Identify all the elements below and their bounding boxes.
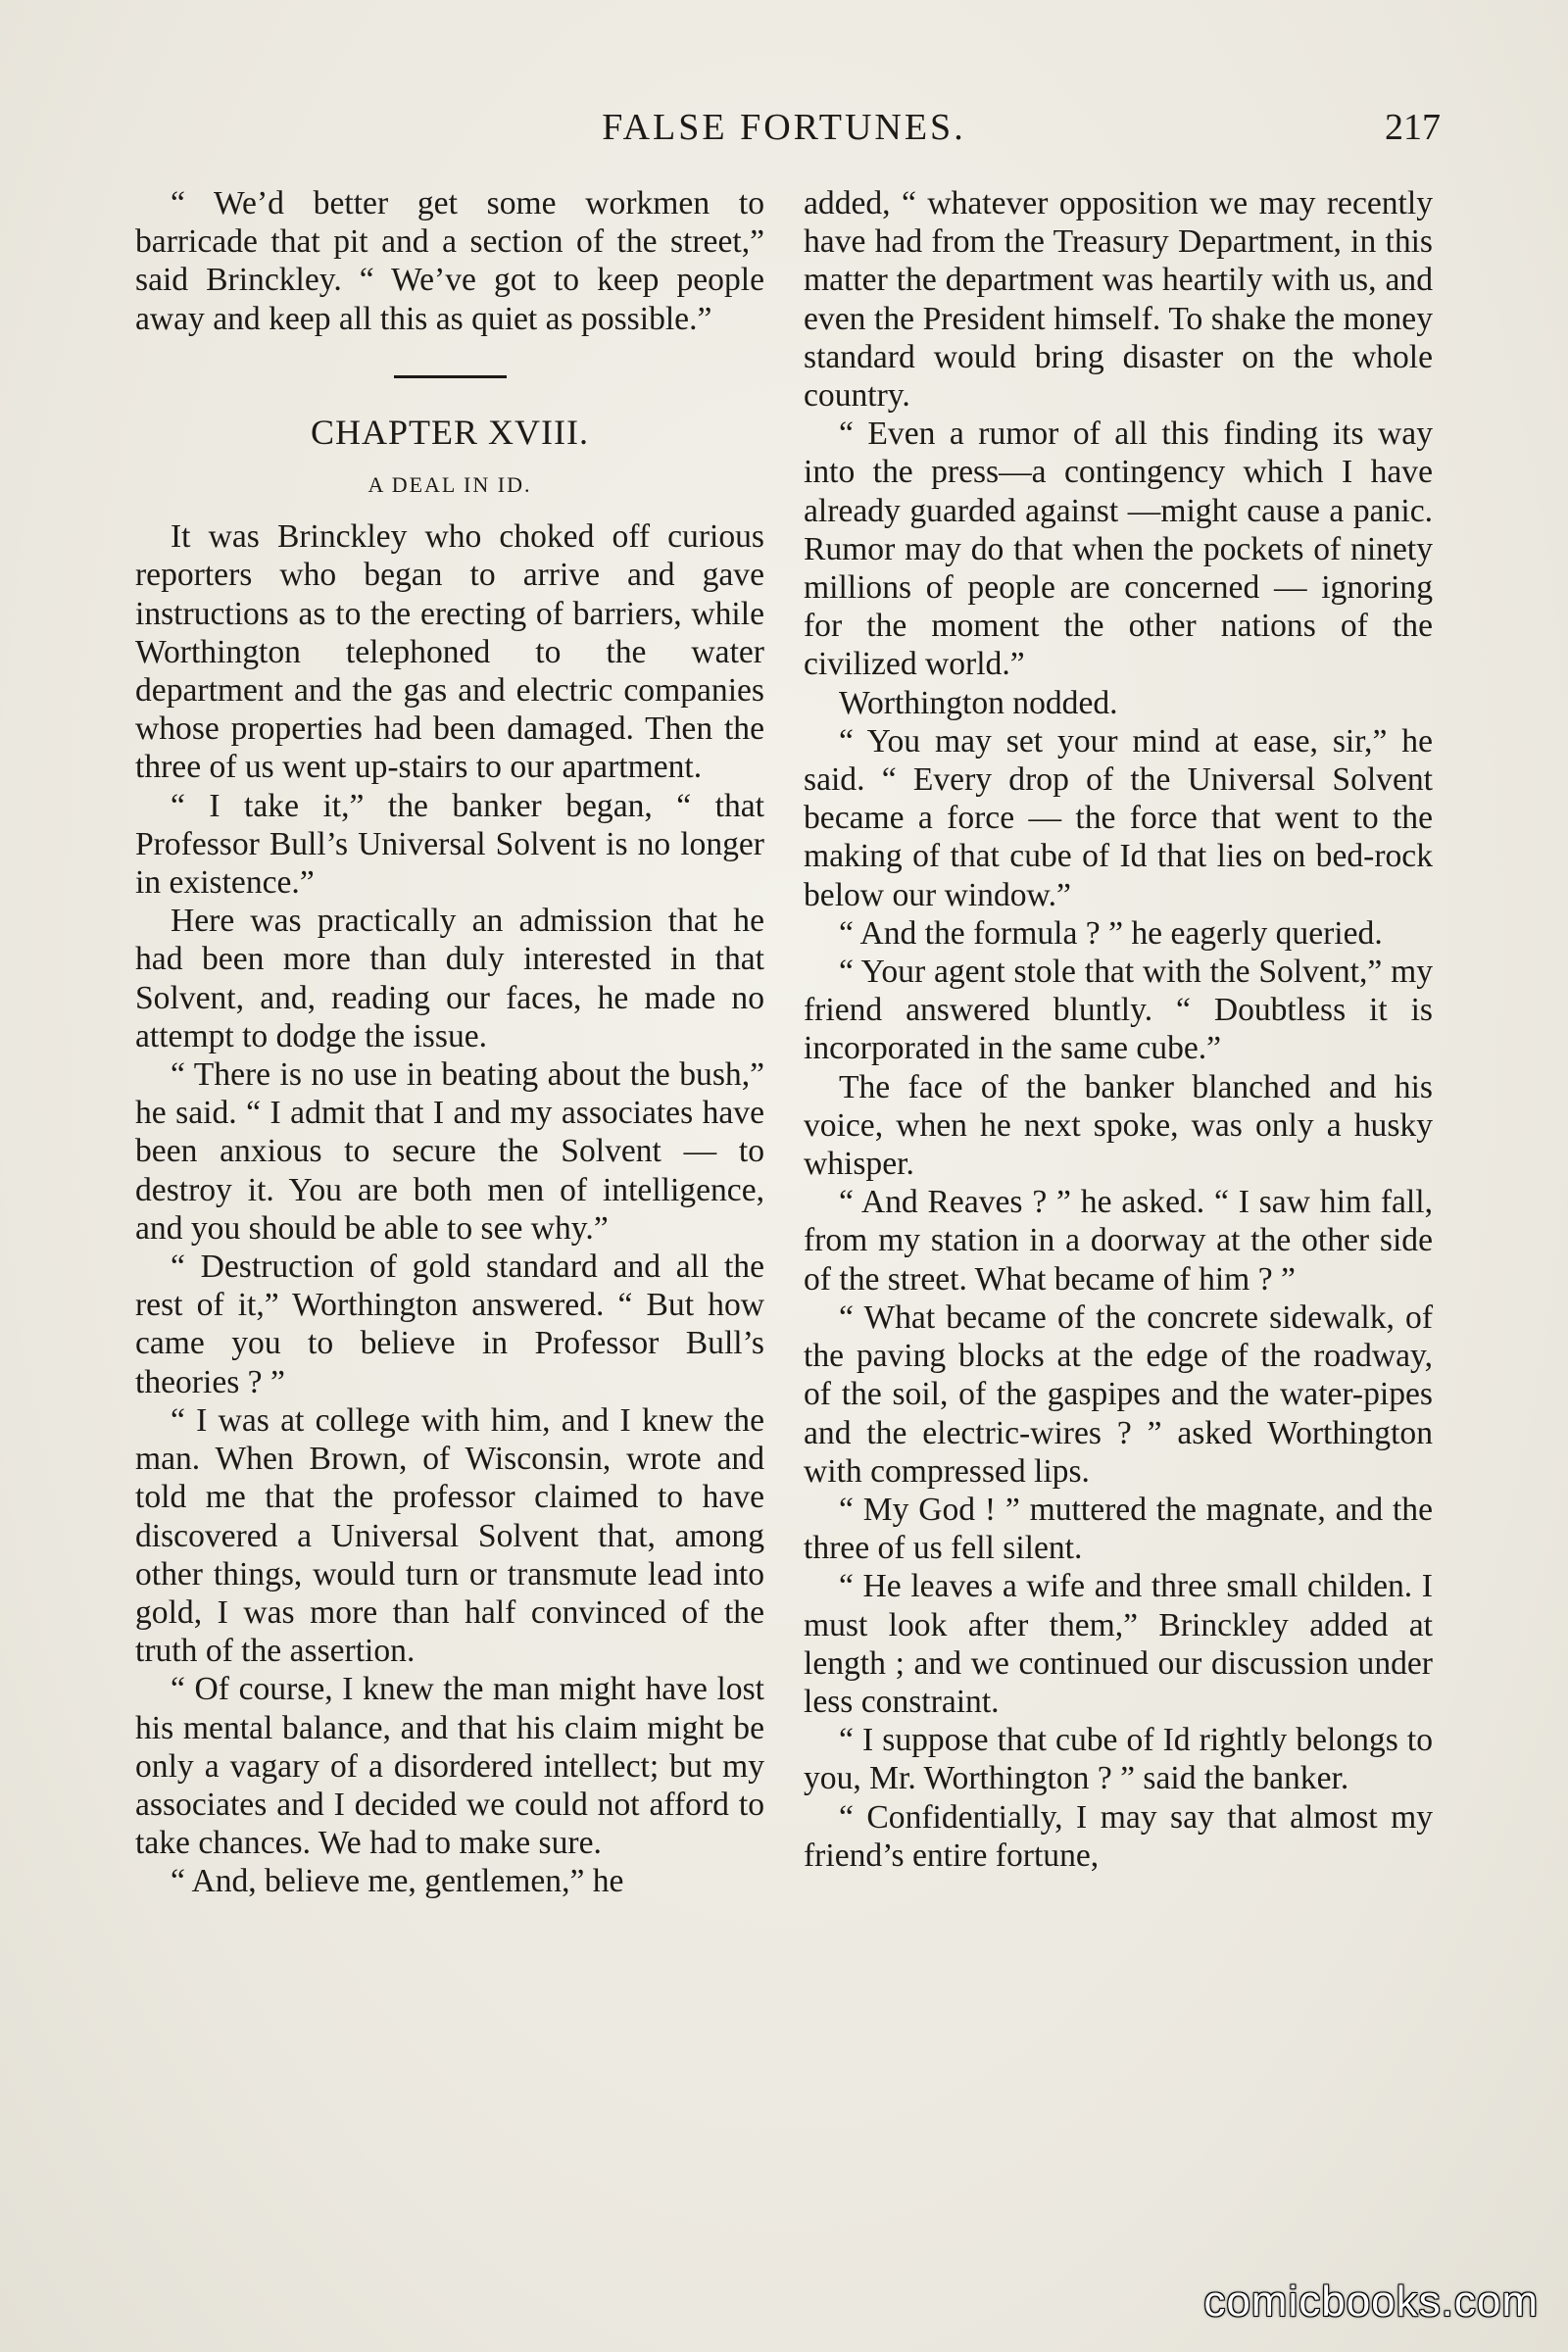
paragraph: Worthington nodded. — [839, 684, 1118, 721]
paragraph: “ He leaves a wife and three small childen. I must look after them,” Brinckley added at length ; and we continued our discussion under less constraint. — [804, 1568, 1433, 1720]
paragraph: “ Your agent stole that with the Solvent,” my friend answered bluntly. “ Doubtless it is incorporated in the same cube.” — [804, 954, 1433, 1067]
page-header — [127, 106, 1441, 155]
paragraph: “ There is no use in beating about the bush,” he said. “ I admit that I and my associates have been anxious to secure the Solvent — to destroy it. You are both men of intelligence, and you should be able to see why.” — [135, 1056, 764, 1247]
paragraph: “ Confidentially, I may say that almost my friend’s entire fortune, — [804, 1798, 1433, 1874]
paragraph: Here was practically an admission that he had been more than duly interested in that Solvent, and, reading our faces, he made no attempt to dodge the issue. — [135, 903, 764, 1054]
section-divider — [394, 375, 507, 378]
paragraph: “ And, believe me, gentlemen,” he — [171, 1863, 624, 1900]
chapter-title: CHAPTER XVIII. — [311, 412, 589, 452]
paragraph: “ What became of the concrete sidewalk, of the paving blocks at the edge of the roadway, of the soil, of the gaspipes and the water-pipes and the electric-wires ? ” asked Worthington with compressed lips. — [804, 1298, 1433, 1490]
right-column — [804, 184, 1433, 1875]
paragraph: It was Brinckley who choked off curious reporters who began to arrive and gave instructions as to the erecting of barriers, while Worthington telephoned to the water department and the gas and electric companies whose properties had been damaged. Then the three of us went up-stairs to our apartment. — [135, 518, 764, 786]
page-number: 217 — [1385, 107, 1441, 148]
paragraph: “ Even a rumor of all this finding its way into the press—a contingency which I have already guarded against —might cause a panic. Rumor may do that when the pockets of ninety millions of people are concerned — ignoring for the moment the other nations of the civilized world.” — [804, 416, 1433, 683]
paragraph: “ I suppose that cube of Id rightly belongs to you, Mr. Worthington ? ” said the banker. — [804, 1722, 1433, 1797]
site-watermark: comicbooks.com — [1203, 2278, 1539, 2326]
paragraph: “ My God ! ” muttered the magnate, and the three of us fell silent. — [804, 1491, 1433, 1567]
paragraph: “ Of course, I knew the man might have lost his mental balance, and that his claim might be only a vagary of a disordered intellect; but my associates and I decided we could not afford to take chances. We had to make sure. — [135, 1671, 764, 1862]
paragraph: “ And Reaves ? ” he asked. “ I saw him fall, from my station in a doorway at the other side of the street. What became of him ? ” — [804, 1184, 1433, 1298]
paragraph: “ We’d better get some workmen to barricade that pit and a section of the street,” said Brinckley. “ We’ve got to keep people away and keep all this as quiet as possible.” — [135, 185, 764, 337]
running-title: FALSE FORTUNES. — [602, 107, 966, 148]
chapter-subtitle: A DEAL IN ID. — [368, 472, 532, 498]
paragraph: “ Destruction of gold standard and all the rest of it,” Worthington answered. “ But how came you to believe in Professor Bull’s theories ? ” — [135, 1249, 764, 1400]
paragraph: “ I was at college with him, and I knew the man. When Brown, of Wisconsin, wrote and told me that the professor claimed to have discovered a Universal Solvent that, among other things, would turn or transmute lead into gold, I was more than half convinced of the truth of the assertion. — [135, 1401, 764, 1670]
paragraph: “ And the formula ? ” he eagerly queried. — [839, 914, 1383, 952]
paragraph: The face of the banker blanched and his voice, when he next spoke, was only a husky whisper. — [804, 1068, 1433, 1183]
paragraph: “ I take it,” the banker began, “ that Professor Bull’s Universal Solvent is no longer in existence.” — [135, 787, 764, 902]
paragraph: added, “ whatever opposition we may recently have had from the Treasury Department, in this matter the department was heartily with us, and even the President himself. To shake the money standard would bring disaster on the whole country. — [804, 185, 1433, 415]
left-column — [135, 184, 764, 1901]
paragraph: “ You may set your mind at ease, sir,” he said. “ Every drop of the Universal Solvent became a force — the force that went to the making of that cube of Id that lies on bed-rock below our window.” — [804, 722, 1433, 913]
